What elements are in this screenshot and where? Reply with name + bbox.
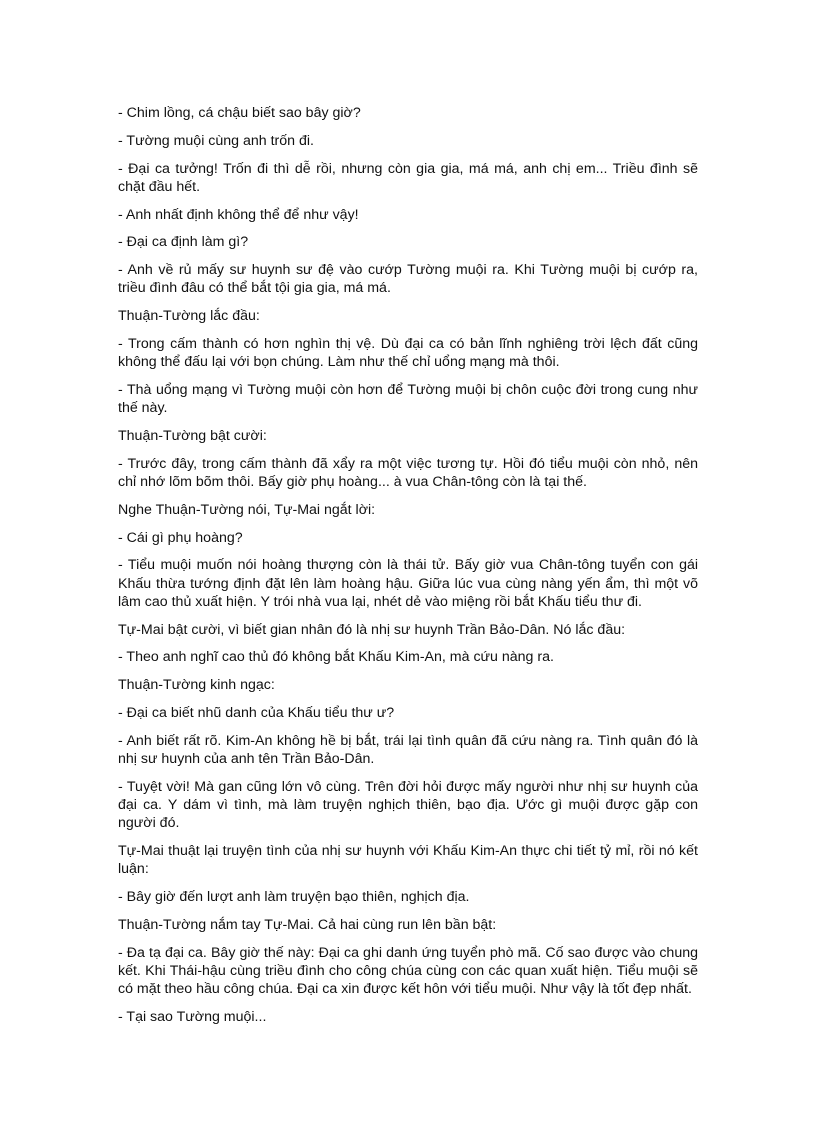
paragraph: - Tiểu muội muốn nói hoàng thượng còn là thái tử. Bấy giờ vua Chân-tông tuyển con gái Khấu thừa tướng định đặt lên làm hoàng hậu. Giữa lúc vua cùng nàng yến ẩm, thì một võ lâm cao thủ xuất hiện. Y trói nhà vua lại, nhét dẻ vào miệng rồi bắt Khấu tiểu thư đi.: [118, 557, 698, 610]
paragraph: Tự-Mai bật cười, vì biết gian nhân đó là nhị sư huynh Trần Bảo-Dân. Nó lắc đầu:: [118, 621, 626, 638]
paragraph: - Theo anh nghĩ cao thủ đó không bắt Khấu Kim-An, mà cứu nàng ra.: [118, 649, 554, 666]
paragraph: - Anh biết rất rõ. Kim-An không hề bị bắt, trái lại tình quân đã cứu nàng ra. Tình quân đó là nhị sư huynh của anh tên Trần Bảo-Dân.: [118, 732, 698, 767]
paragraph: - Đa tạ đại ca. Bây giờ thế này: Đại ca ghi danh ứng tuyển phò mã. Cố sao được vào chung kết. Khi Thái-hậu cùng triều đình cho công chúa cùng con các quan xuất hiện. Tiểu muội sẽ có mặt theo hầu công chúa. Đại ca xin được kết hôn với tiểu muội. Như vậy là tốt đẹp nhất.: [118, 944, 698, 997]
paragraph: - Đại ca tưởng! Trốn đi thì dễ rồi, nhưng còn gia gia, má má, anh chị em... Triều đình sẽ chặt đầu hết.: [118, 160, 698, 195]
document-page: [118, 104, 698, 1036]
paragraph: - Đại ca biết nhũ danh của Khấu tiểu thư ư?: [118, 704, 395, 721]
paragraph: Thuận-Tường kinh ngạc:: [118, 677, 275, 694]
paragraph: - Thà uổng mạng vì Tường muội còn hơn để Tường muội bị chôn cuộc đời trong cung như thế này.: [118, 381, 698, 417]
paragraph: Thuận-Tường bật cười:: [118, 427, 267, 444]
paragraph: Thuận-Tường lắc đầu:: [118, 308, 260, 325]
paragraph: Thuận-Tường nắm tay Tự-Mai. Cả hai cùng run lên bần bật:: [118, 916, 497, 933]
paragraph: - Đại ca định làm gì?: [118, 234, 249, 251]
paragraph: - Trước đây, trong cấm thành đã xẩy ra một việc tương tự. Hồi đó tiểu muội còn nhỏ, nên chỉ nhớ lõm bõm thôi. Bấy giờ phụ hoàng... à vua Chân-tông còn là tại thế.: [118, 455, 698, 490]
paragraph: Nghe Thuận-Tường nói, Tự-Mai ngắt lời:: [118, 501, 376, 518]
paragraph: - Trong cấm thành có hơn nghìn thị vệ. Dù đại ca có bản lĩnh nghiêng trời lệch đất cũng không thể đấu lại với bọn chúng. Làm như thế chỉ uổng mạng mà thôi.: [118, 335, 698, 371]
paragraph: - Bây giờ đến lượt anh làm truyện bạo thiên, nghịch địa.: [118, 888, 470, 905]
paragraph: - Anh nhất định không thể để như vậy!: [118, 206, 359, 223]
paragraph: - Chim lồng, cá chậu biết sao bây giờ?: [118, 105, 361, 121]
paragraph: - Tường muội cùng anh trốn đi.: [118, 132, 314, 149]
paragraph: - Cái gì phụ hoàng?: [118, 529, 243, 546]
paragraph: - Tại sao Tường muội...: [118, 1008, 267, 1025]
paragraph: Tự-Mai thuật lại truyện tình của nhị sư huynh với Khấu Kim-An thực chi tiết tỷ mỉ, rồi nó kết luận:: [118, 842, 698, 878]
paragraph: - Tuyệt vời! Mà gan cũng lớn vô cùng. Trên đời hỏi được mấy người như nhị sư huynh của đại ca. Y dám vì tình, mà làm truyện nghịch thiên, bạo địa. Ước gì muội được gặp con người đó.: [118, 778, 698, 832]
paragraph: - Anh về rủ mấy sư huynh sư đệ vào cướp Tường muội ra. Khi Tường muội bị cướp ra, triều đình đâu có thể bắt tội gia gia, má má.: [118, 262, 698, 297]
